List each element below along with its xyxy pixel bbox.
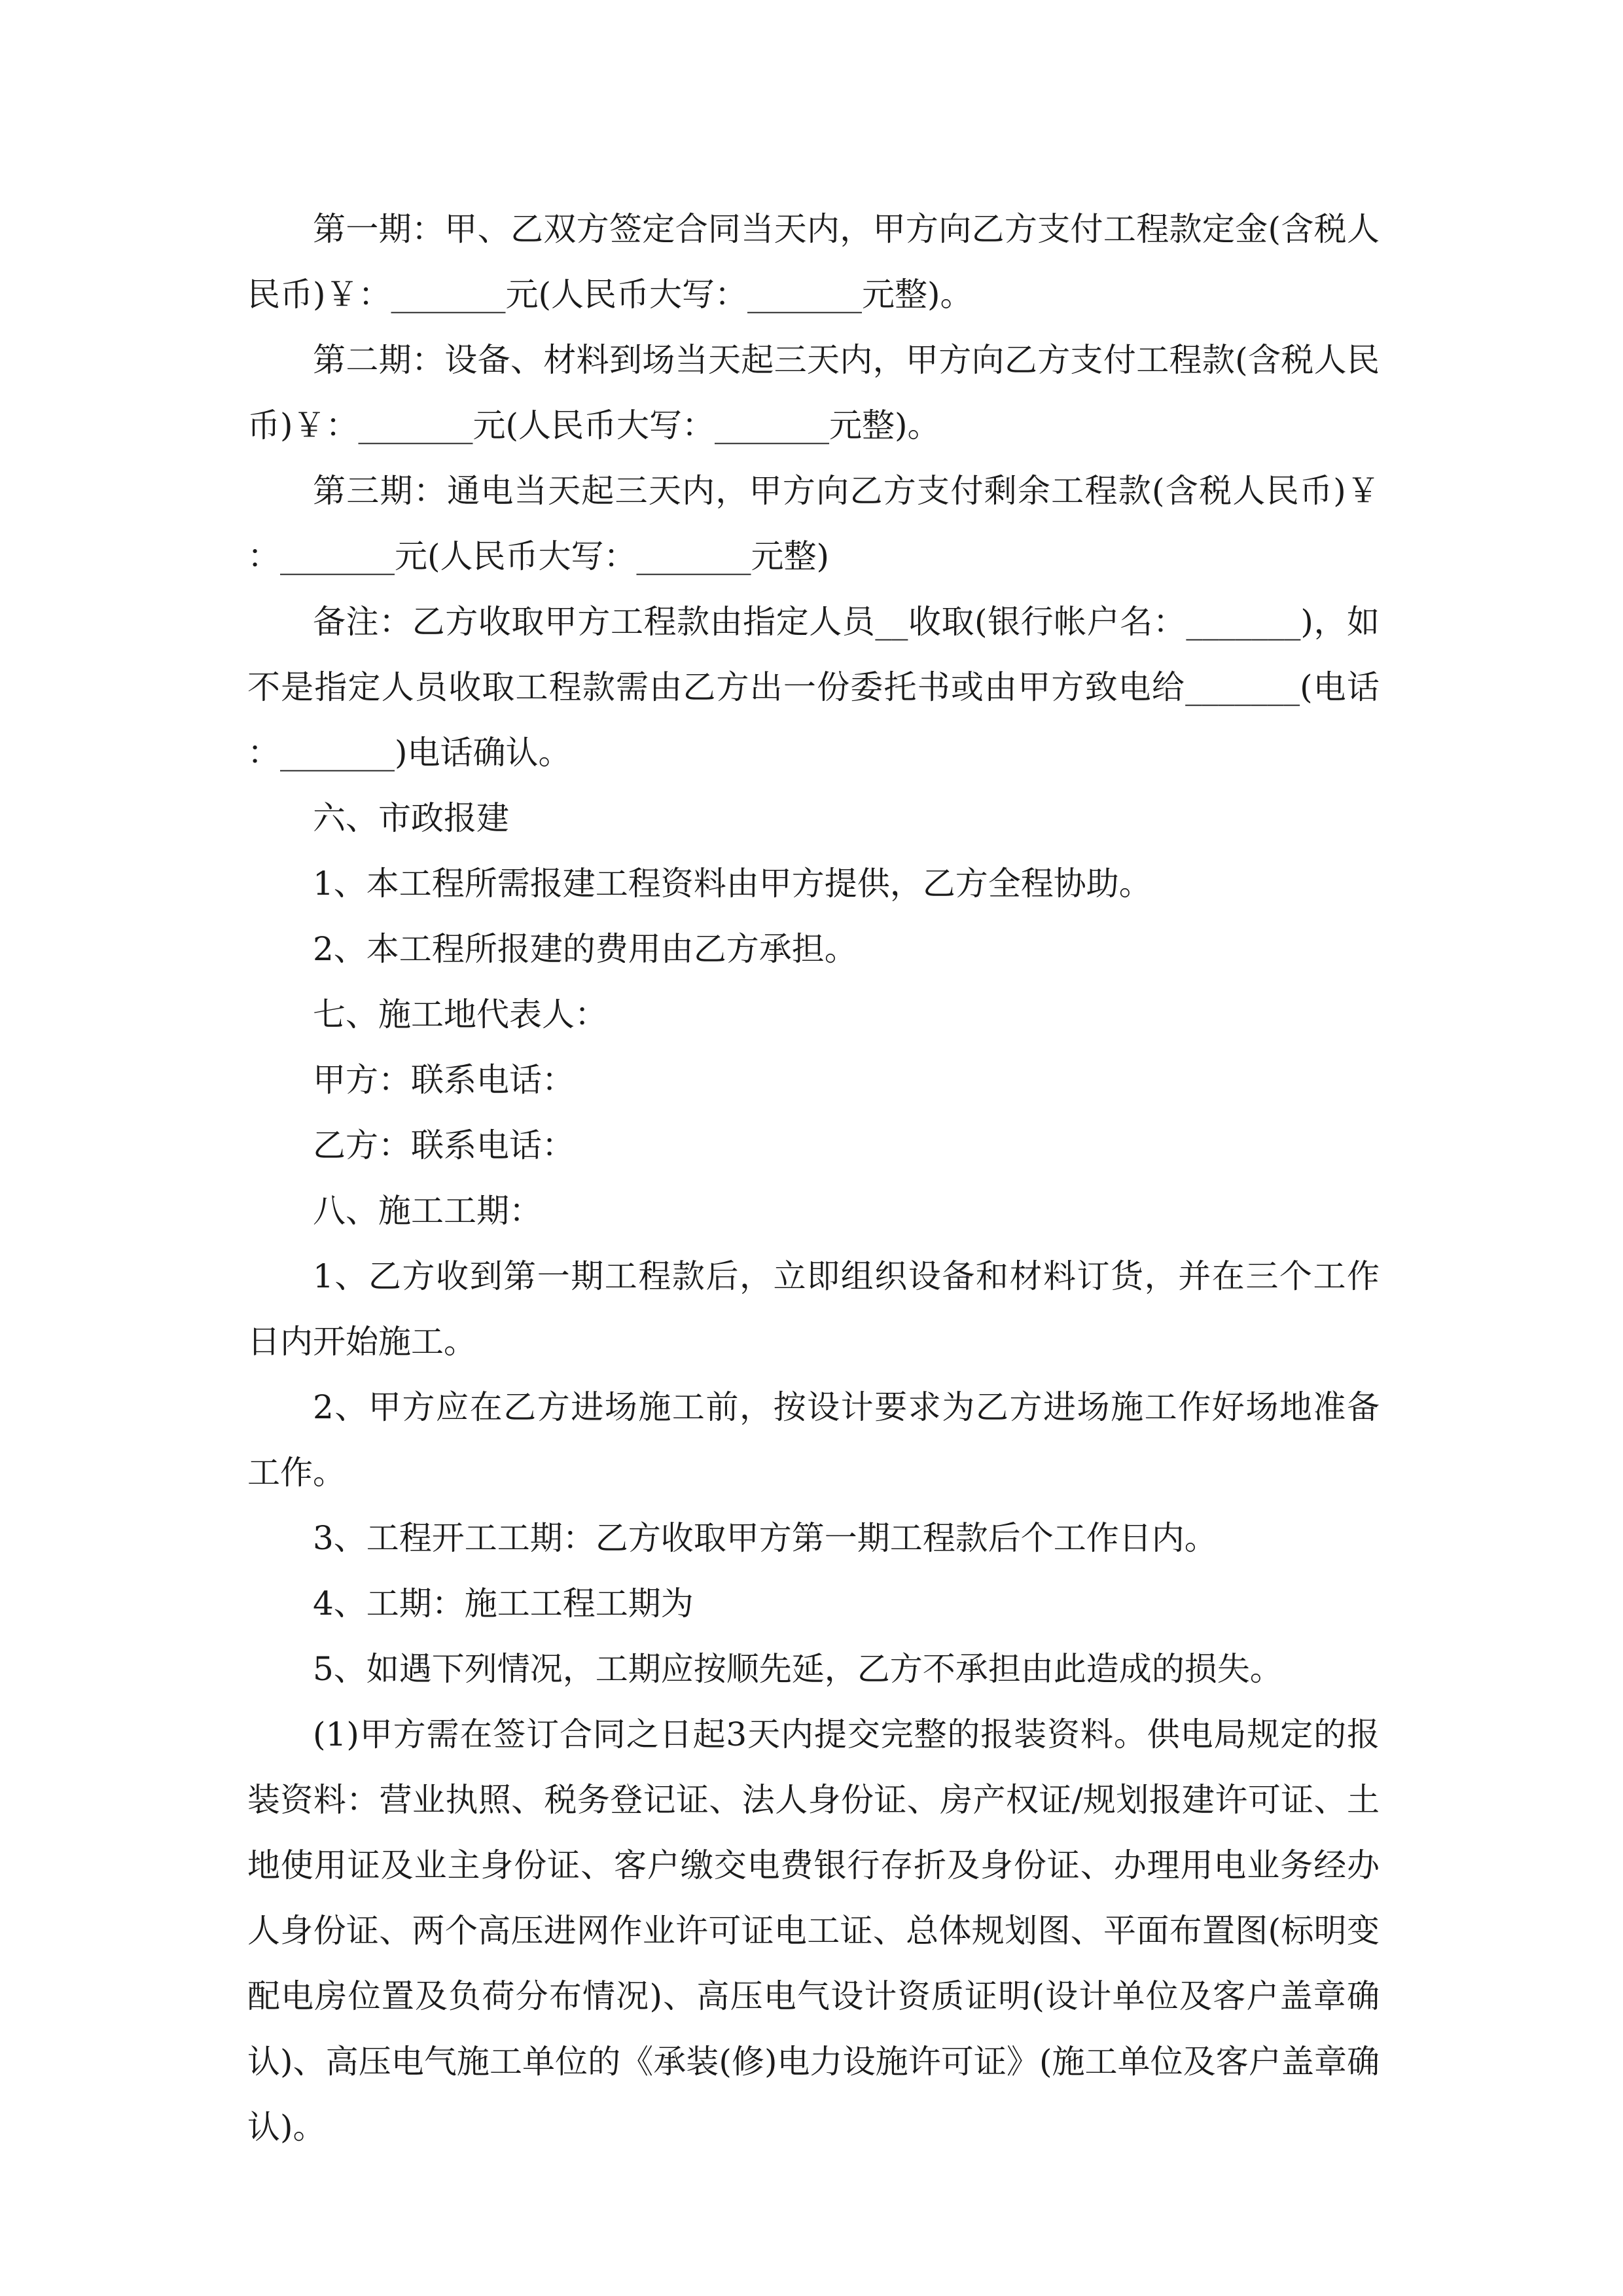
paragraph-party-b-contact: 乙方：联系电话： xyxy=(313,1126,575,1164)
heading-municipal-filing: 六、市政报建 xyxy=(313,799,509,837)
paragraph-payment-phase-2: 第二期：设备、材料到场当天起三天内，甲方向乙方支付工程款(含税人民币)￥：_______元(人民币大写：_______元整)。 xyxy=(247,341,1380,444)
paragraph-filing-1: 1、本工程所需报建工程资料由甲方提供，乙方全程协助。 xyxy=(313,865,1152,903)
heading-construction-period: 八、施工工期： xyxy=(313,1192,542,1230)
paragraph-payment-phase-3: 第三期：通电当天起三天内，甲方向乙方支付剩余工程款(含税人民币)￥：_______元(人民币大写：_______元整) xyxy=(247,472,1380,575)
paragraph-period-5: 5、如遇下列情况，工期应按顺先延，乙方不承担由此造成的损失。 xyxy=(313,1650,1283,1688)
paragraph-party-a-contact: 甲方：联系电话： xyxy=(313,1061,575,1099)
paragraph-filing-2: 2、本工程所报建的费用由乙方承担。 xyxy=(313,930,857,968)
paragraph-period-3: 3、工程开工工期：乙方收取甲方第一期工程款后个工作日内。 xyxy=(313,1519,1217,1557)
paragraph-payment-phase-1: 第一期：甲、乙双方签定合同当天内，甲方向乙方支付工程款定金(含税人民币)￥：_______元(人民币大写：_______元整)。 xyxy=(247,210,1380,314)
paragraph-period-1: 1、乙方收到第一期工程款后，立即组织设备和材料订货，并在三个工作日内开始施工。 xyxy=(247,1257,1380,1361)
paragraph-period-4: 4、工期：施工工程工期为 xyxy=(313,1585,694,1623)
paragraph-period-2: 2、甲方应在乙方进场施工前，按设计要求为乙方进场施工作好场地准备工作。 xyxy=(247,1388,1380,1492)
heading-site-representative: 七、施工地代表人： xyxy=(313,996,607,1033)
paragraph-payment-note: 备注：乙方收取甲方工程款由指定人员__收取(银行帐户名：_______)，如不是指定人员收取工程款需由乙方出一份委托书或由甲方致电给_______(电话：_______)电话确认。 xyxy=(247,603,1380,772)
paragraph-period-5-item-1: (1)甲方需在签订合同之日起3天内提交完整的报装资料。供电局规定的报装资料：营业执照、税务登记证、法人身份证、房产权证/规划报建许可证、土地使用证及业主身份证、客户缴交电费银行存折及身份证、办理用电业务经办人身份证、两个高压进网作业许可证电工证、总体规划图、平面布置图(标明变配电房位置及负荷分布情况)、高压电气设计资质证明(设计单位及客户盖章确认)、高压电气施工单位的《承装(修)电力设施许可证》(施工单位及客户盖章确认)。 xyxy=(247,1715,1380,2146)
document-body xyxy=(247,196,1380,2160)
